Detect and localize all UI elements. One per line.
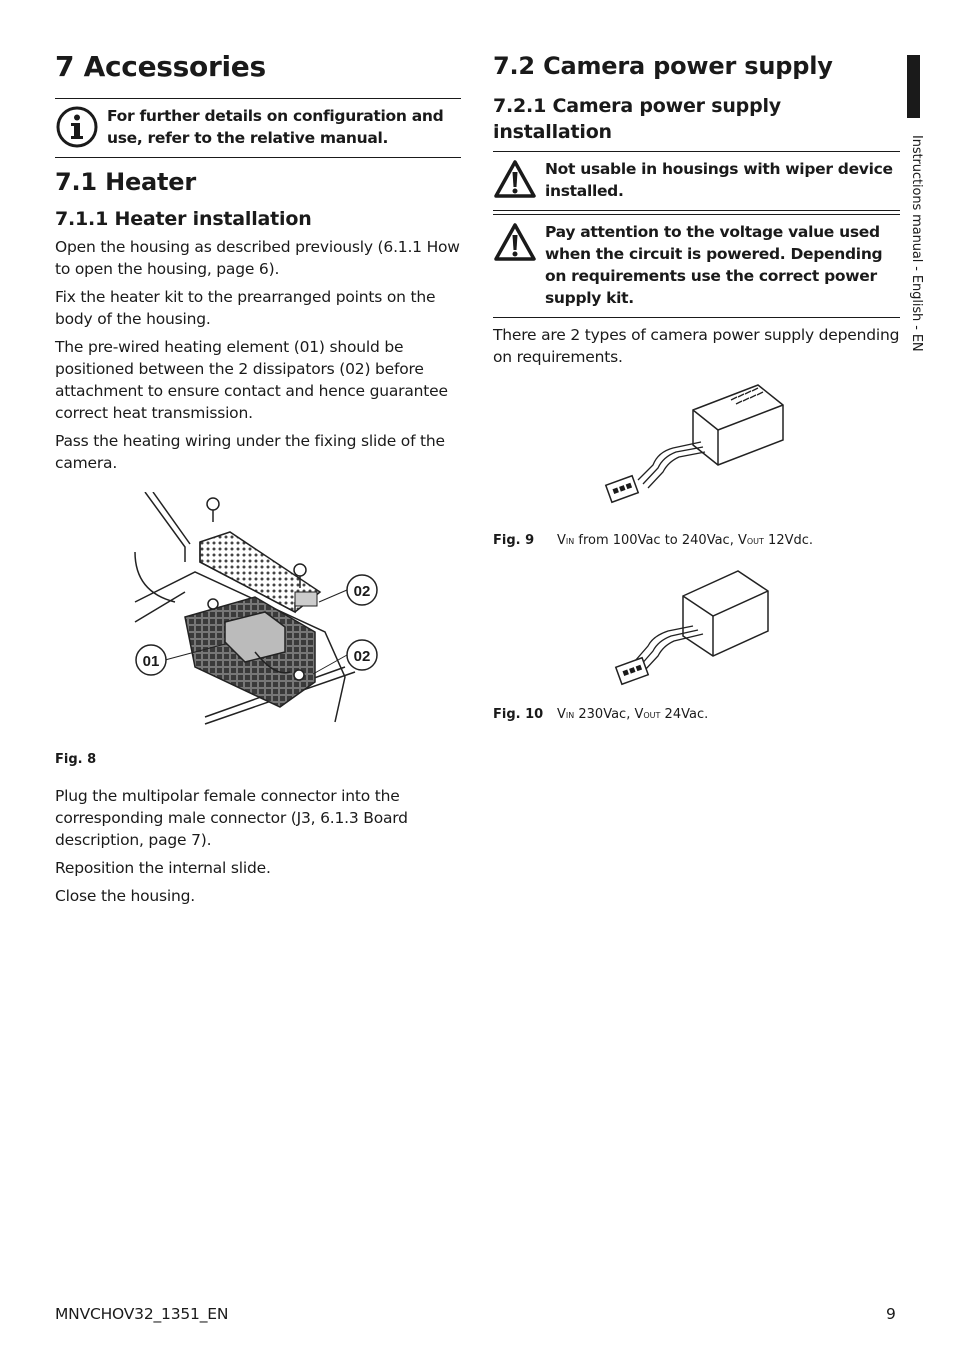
paragraph: Plug the multipolar female connector into the corresponding male connector (J3, 6.1.3 Board description, page 7). <box>55 787 408 849</box>
page-number: 9 <box>886 1305 896 1323</box>
heater-installation-figure <box>55 492 461 732</box>
figure-caption-text: VIN from 100Vac to 240Vac, VOUT 12Vdc. <box>557 533 814 548</box>
subsection-heading-power-supply-installation: 7.2.1 Camera power supply installation <box>493 95 781 143</box>
info-icon <box>55 105 99 149</box>
figure-label: Fig. 9 <box>493 533 535 548</box>
svg-text:02: 02 <box>353 648 371 665</box>
warning-notice-voltage <box>493 214 900 318</box>
right-column <box>493 48 900 722</box>
paragraph: Pass the heating wiring under the fixing slide of the camera. <box>55 432 445 472</box>
warning-notice-wiper <box>493 151 900 211</box>
paragraph: Close the housing. <box>55 887 196 905</box>
power-supply-24vac-figure <box>493 566 900 691</box>
svg-text:02: 02 <box>353 583 371 600</box>
section-heading-accessories: 7 Accessories <box>55 50 266 83</box>
section-heading-heater: 7.1 Heater <box>55 168 197 196</box>
document-code: MNVCHOV32_1351_EN <box>55 1305 229 1323</box>
paragraph: There are 2 types of camera power supply depending on requirements. <box>493 326 900 366</box>
callout-02-bottom <box>347 640 377 670</box>
figure-caption-text: VIN 230Vac, VOUT 24Vac. <box>557 707 709 722</box>
manual-language-tab: Instructions manual - English - EN <box>909 135 924 352</box>
warning-icon <box>493 158 537 202</box>
paragraph: Fix the heater kit to the prearranged points on the body of the housing. <box>55 288 436 328</box>
warning-icon <box>493 221 537 265</box>
callout-02-top <box>347 575 377 605</box>
figure-label: Fig. 10 <box>493 707 544 722</box>
paragraph: Reposition the internal slide. <box>55 859 271 877</box>
callout-01 <box>136 645 166 675</box>
info-notice <box>55 98 461 158</box>
left-column <box>55 48 461 913</box>
subsection-heading-heater-installation: 7.1.1 Heater installation <box>55 208 312 230</box>
paragraph: The pre-wired heating element (01) should be positioned between the 2 dissipators (02) before attachment to ensure contact and hence guarantee correct heat transmission. <box>55 338 448 422</box>
paragraph: Open the housing as described previously (6.1.1 How to open the housing, page 6). <box>55 238 460 278</box>
warning-text: Pay attention to the voltage value used when the circuit is powered. Depending on requirements use the correct power supply kit. <box>545 223 883 307</box>
svg-text:01: 01 <box>142 653 160 670</box>
figure-caption-9 <box>493 533 900 548</box>
warning-text: Not usable in housings with wiper device installed. <box>545 160 893 200</box>
info-notice-text: For further details on configuration and use, refer to the relative manual. <box>107 107 444 147</box>
figure-label: Fig. 8 <box>55 752 97 767</box>
figure-caption-10 <box>493 707 900 722</box>
figure-caption <box>55 752 461 767</box>
section-heading-camera-power-supply: 7.2 Camera power supply <box>493 52 833 80</box>
power-supply-12vdc-figure <box>493 380 900 515</box>
section-tab-marker <box>907 55 920 118</box>
